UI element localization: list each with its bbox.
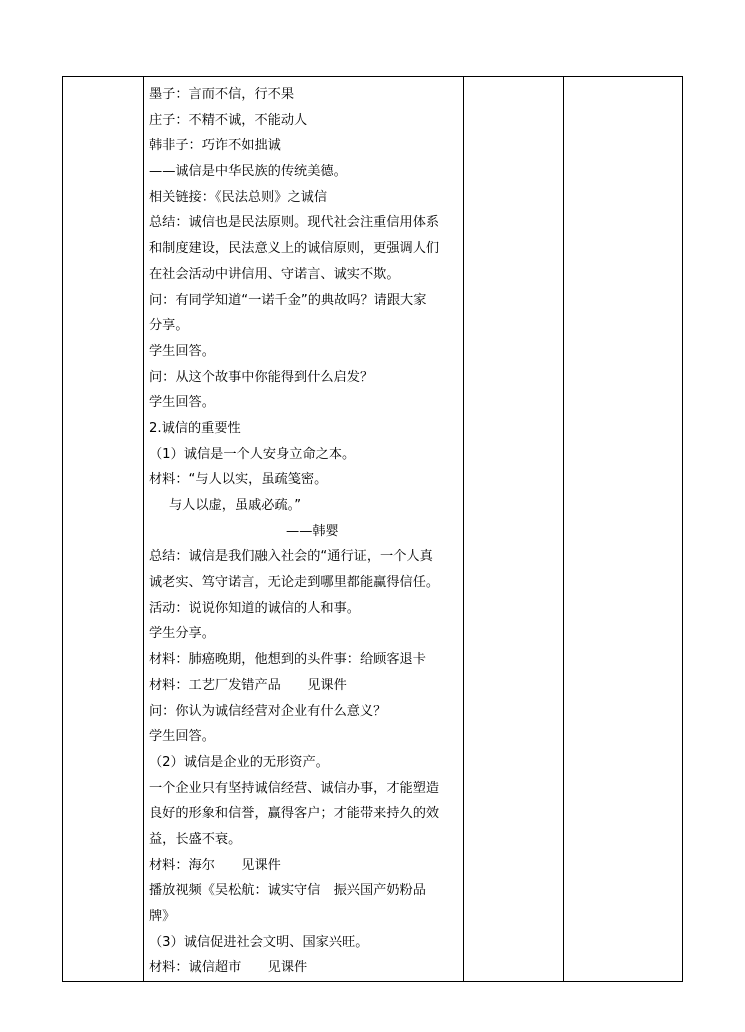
text-line: 材料：诚信超市 见课件 [149,960,308,976]
text-line: 材料：海尔 见课件 [149,857,281,873]
text-line: 学生分享。 [149,626,215,642]
text-line: 材料：工艺厂发错产品 见课件 [149,677,347,693]
quote-attribution: ——韩婴 [286,523,339,539]
text-line: 益，长盛不衰。 [149,831,242,847]
text-line: 牌》 [149,909,176,924]
text-line: 材料：肺癌晚期，他想到的头件事：给顾客退卡 [149,652,426,668]
text-line: ——诚信是中华民族的传统美德。 [149,164,347,180]
text-line: 学生回答。 [149,395,215,411]
text-line: 问：有同学知道“一诺千金”的典故吗？请跟大家 [149,292,427,308]
text-line: 韩非子：巧诈不如拙诚 [149,138,281,154]
subsection-heading: （3）诚信促进社会文明、国家兴旺。 [149,934,369,950]
text-line: 分享。 [149,318,189,334]
text-line: 学生回答。 [149,343,215,359]
lesson-plan-table [62,76,683,982]
text-line: 学生回答。 [149,729,215,745]
text-line: 相关链接：《民法总则》之诚信 [149,189,328,205]
table-row [63,77,683,982]
text-line: 一个企业只有坚持诚信经营、诚信办事，才能塑造 [149,780,440,796]
empty-cell-right-2 [564,77,683,982]
subsection-heading: （1）诚信是一个人安身立命之本。 [149,446,356,462]
section-heading: 2.诚信的重要性 [149,420,241,436]
text-line: 在社会活动中讲信用、守诺言、诚实不欺。 [149,266,400,282]
quote-line: 材料：“与人以实，虽疏笺密。 [149,472,328,488]
subsection-heading: （2）诚信是企业的无形资产。 [149,754,329,770]
content-cell [144,77,464,982]
text-line: 和制度建设，民法意义上的诚信原则，更强调人们 [149,241,440,257]
text-line: 问：从这个故事中你能得到什么启发？ [149,369,374,385]
text-line: 良好的形象和信誉，赢得客户；才能带来持久的效 [149,806,440,822]
empty-cell-left [63,77,144,982]
quote-line: 与人以虚，虽戚必疏。” [169,498,302,513]
text-line: 总结：诚信也是民法原则。现代社会注重信用体系 [149,215,440,231]
teaching-content [144,77,463,981]
text-line: 总结：诚信是我们融入社会的“通行证，一个人真 [149,549,433,565]
text-line: 问：你认为诚信经营对企业有什么意义？ [149,703,387,719]
text-line: 活动：说说你知道的诚信的人和事。 [149,600,360,616]
text-line: 庄子：不精不诚，不能动人 [149,112,308,128]
empty-cell-right-1 [464,77,564,982]
text-line: 墨子：言而不信，行不果 [149,87,295,102]
text-line: 诚老实、笃守诺言，无论走到哪里都能赢得信任。 [149,575,440,591]
text-line: 播放视频《吴松航：诚实守信 振兴国产奶粉品 [149,883,426,899]
